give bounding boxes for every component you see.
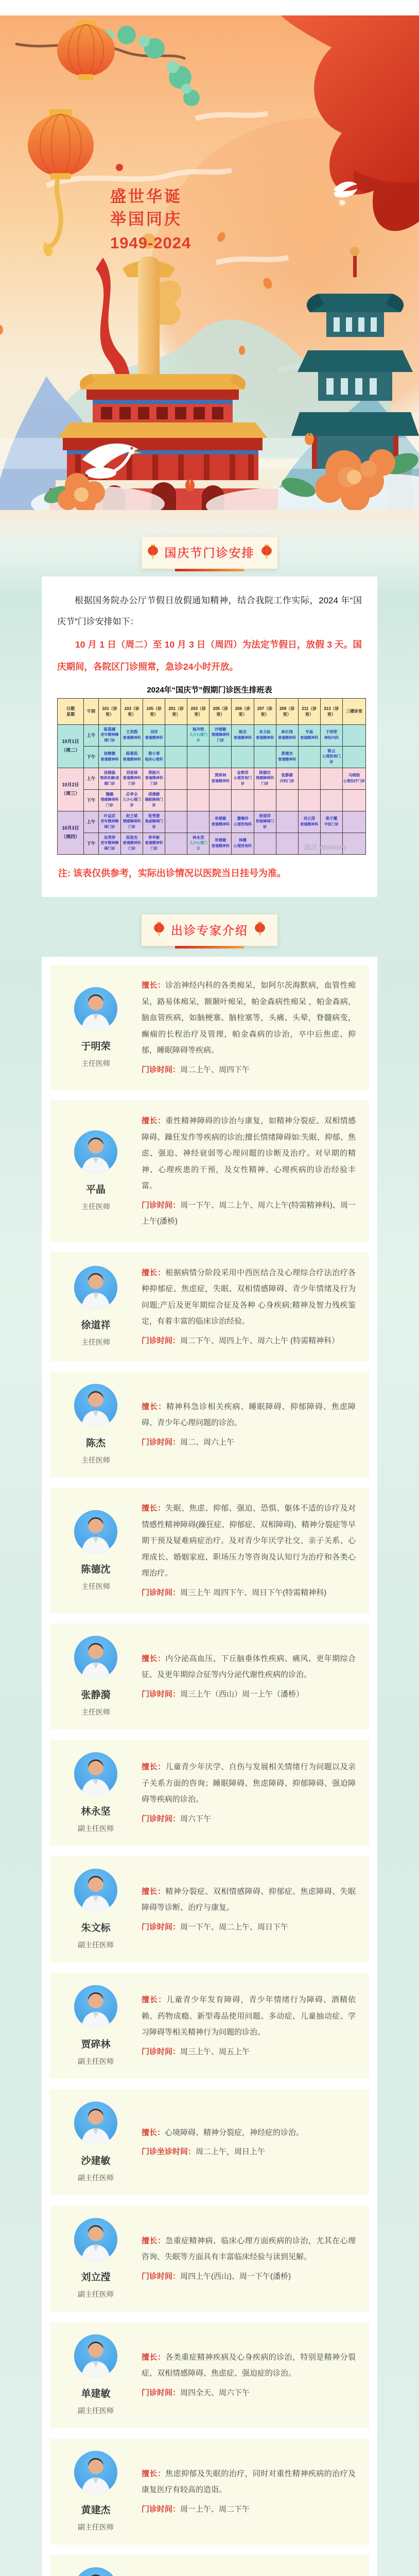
doctor-cell: 贾碎林 普通精神科 [210,768,232,789]
schedule-col-header: 105（诊室） [143,698,165,724]
doctor-cell [187,789,210,811]
doctor-cell: 于明荣 神经内科 [320,724,342,746]
doctor-card [50,2206,369,2312]
schedule-col-header: 211（诊室） [298,698,320,724]
doctor-title: 副主任医师 [78,1941,114,1950]
doctor-cell: 黄振兴 普通精神科门诊 [143,768,165,789]
doctor-cell [187,811,210,833]
doctor-cell [320,789,342,811]
doctor-cell [165,833,187,854]
doctor-cell [343,746,366,768]
doctor-photo [74,1510,117,1553]
schedule-col-header: 201（诊室） [165,698,187,724]
section-title: 国庆节门诊安排 [164,546,255,560]
doctor-cell [165,768,187,789]
session-cell: 下午 [84,789,99,811]
doctor-card [50,1740,369,1846]
doctor-details [142,2466,356,2518]
doctor-name: 徐道祥 [81,1320,111,1331]
avatar [74,1266,117,1309]
doctor-details [142,1500,356,1601]
doctor-clinic-time: 门诊时间：周二下午、周四上午、周六上午 (特需精神科） [142,1336,340,1345]
doctor-cell [165,746,187,768]
doctor-cell [276,811,298,833]
doctor-name: 陈杰 [85,1438,106,1449]
windows-watermark: 激活 Windows [304,843,346,851]
schedule-col-header: 三楼诊室 [343,698,366,724]
doctor-name: 刘立滢 [81,2272,111,2283]
doctor-details [142,2349,356,2401]
schedule-table-body [58,724,366,854]
doctor-photo [74,1384,117,1427]
date-cell: 10月3日 （周四） [58,811,84,854]
doctor-name: 林永坚 [81,1806,111,1818]
doctor-cell [343,789,366,811]
doctor-cell: 陈菊茹 普通精神科 [121,746,143,768]
doctor-details [142,1759,356,1827]
doctor-title: 副主任医师 [78,1824,114,1833]
doctor-card [50,1623,369,1730]
schedule-row [58,724,366,746]
avatar [74,1752,117,1795]
section-title: 出诊专家介绍 [171,923,248,937]
doctor-card [50,2089,369,2195]
doctor-cell: 吴秀珍 老年精神障碍门诊 [99,833,121,854]
doctor-clinic-time: 门诊时间：周一上午、周二下午 [142,2504,250,2514]
doctor-cell: 赵王斌 情感障碍科门诊 [121,811,143,833]
doctor-cell [320,768,342,789]
doctor-cell: 张秀澄 焦虑障碍门诊 [143,811,165,833]
doctor-cell [254,789,276,811]
lantern-icon [153,922,165,937]
doctor-card [50,1371,369,1478]
banner-title-line1: 盛世华诞 [110,188,182,206]
doctor-photo [74,1266,117,1309]
doctor-clinic-time: 门诊时间：周一下午、周二上午、周日下午 [142,1922,289,1931]
doctor-details [142,2125,356,2160]
doctor-list [50,965,369,2576]
doctor-cell [254,833,276,854]
doctor-cell: 潘琳玲 心理咨询科 [232,811,254,833]
doctor-clinic-time: 门诊时间：周二上午、周四下午 [142,1065,250,1074]
doctor-identity [50,2451,142,2532]
doctor-cell: 柴子耀 中医门诊 [320,811,342,833]
experts-card [42,957,377,2576]
avatar [74,2334,117,2378]
section-header-experts [142,914,277,946]
doctor-cell: 段春杰 普通精神科门诊 [121,833,143,854]
doctor-identity [50,2334,142,2416]
doctor-title: 主任医师 [81,1456,110,1465]
schedule-table-title: 2024年“国庆节”假期门诊医生排班表 [147,685,272,694]
doctor-cell: 胡漫静 睡眠障碍门诊 [143,789,165,811]
doctor-card [50,965,369,1090]
schedule-col-header: 209（诊室） [276,698,298,724]
doctor-cell: 杨冷凯 儿少心理门诊 [187,724,210,746]
doctor-card [50,2322,369,2428]
session-cell: 下午 [84,833,99,854]
doctor-name: 单建敏 [81,2388,111,2400]
doctor-name: 黄建杰 [81,2505,111,2516]
doctor-cell: 黄小翠 临床心理科 [143,746,165,768]
schedule-col-header: 203（诊室） [187,698,210,724]
doctor-cell [210,746,232,768]
doctor-identity [50,2218,142,2299]
doctor-identity [50,987,142,1069]
doctor-cell: 马晓韵 心理治疗门诊 [343,768,366,789]
doctor-photo [74,2102,117,2145]
schedule-col-header: 206（诊室） [232,698,254,724]
avatar [74,1130,117,1174]
session-cell: 上午 [84,811,99,833]
doctor-cell: 陈云 心理咨询门诊 [320,746,342,768]
doctor-photo [74,1985,117,2028]
doctor-card [50,1973,369,2079]
doctor-title: 主任医师 [81,1338,110,1347]
session-cell: 上午 [84,724,99,746]
doctor-cell: 陈杰 普通精神科 [232,724,254,746]
doctor-details [142,1265,356,1349]
doctor-card [50,1252,369,1362]
doctor-specialty: 擅长：失眠、焦虑、抑郁、强迫、恐惧、躯体不适的诊疗及对情感性精神障碍(躁狂症、抑郁症、双相障碍)、精神分裂症等早期干预及疑难病症治疗。及对青少年厌学社交、亲子关系、心理成长、婚姻家庭、职场压力等咨询及认知行为治疗和各类心理治疗。 [142,1504,356,1578]
doctor-cell: 李华彬 普通精神科门诊 [143,833,165,854]
reference-note: 注: 该表仅供参考，实际出诊情况以医院当日挂号为准。 [58,868,286,878]
doctor-specialty: 擅长：心境障碍、精神分裂症，神经症的诊治。 [142,2128,304,2137]
doctor-cell: 刘立滢 普通精神科 [298,811,320,833]
schedule-row [58,811,366,833]
schedule-row [58,789,366,811]
doctor-cell: 张静漪 内科门诊 [276,768,298,789]
schedule-col-header: 205（诊室） [210,698,232,724]
doctor-cell: 林永坚 儿少心理门诊 [187,833,210,854]
schedule-table [57,698,366,855]
doctor-photo [74,1752,117,1795]
date-cell: 10月2日 （周三） [58,768,84,811]
doctor-cell [187,768,210,789]
lantern-icon [261,545,272,560]
doctor-cell: 汤储磊 物质依赖/戒烟门诊 [99,768,121,789]
doctor-cell: 陈基娜 老年精神障碍门诊 [99,724,121,746]
schedule-col-header: 103（诊室） [121,698,143,724]
doctor-cell: 刘洋 普通精神科 [143,724,165,746]
doctor-identity [50,1636,142,1717]
schedule-card [42,577,377,897]
doctor-cell [165,811,187,833]
doctor-clinic-time: 门诊时间：周六下午 [142,1814,212,1823]
doctor-clinic-time: 门诊时间：周三上午 周四下午、周日下午(特需精神科) [142,1588,327,1597]
schedule-table-head [58,698,366,724]
doctor-title: 主任医师 [81,1059,110,1067]
doctor-cell [210,789,232,811]
doctor-cell [232,789,254,811]
holiday-notice: 10 月 1 日（周二）至 10 月 3 日（周四）为法定节假日，放假 3 天。国庆期间，各院区门诊照常，急诊24小时开放。 [57,639,362,672]
national-day-banner [0,15,419,510]
doctor-clinic-time: 门诊时间：周二、周六上午 [142,1437,235,1447]
doctor-cell [232,746,254,768]
banner-title-block [110,185,191,255]
intro-paragraph: 根据国务院办公厅节假日放假通知精神，结合我院工作实际，2024 年“国庆节”门诊安排如下： [57,595,362,627]
doctor-cell: 单建敏 普通精神科 [210,811,232,833]
section-underline [175,946,244,948]
doctor-cell: 单建敏 普通精神科 [210,833,232,854]
avatar [74,2102,117,2145]
banner-illustration [0,15,419,510]
doctor-cell [343,724,366,746]
doctor-cell: 沙建敏 情感障碍科门诊 [210,724,232,746]
doctor-specialty: 擅长：儿童青少年发育障碍，青少年情绪行为障碍、酒精依赖、药物成瘾、新型毒品使用问题、多动症、儿童抽动症、学习障碍等相关精神行为问题的诊治。 [142,1995,356,2037]
schedule-row [58,746,366,768]
doctor-cell [187,746,210,768]
lantern-icon [147,545,159,560]
doctor-name: 于明荣 [81,1041,111,1052]
doctor-clinic-time: 门诊时间：周三上午、周五上午 [142,2047,250,2056]
doctor-identity [50,1985,142,2066]
doctor-identity [50,1384,142,1465]
doctor-photo [74,2567,117,2576]
doctor-identity [50,1130,142,1212]
doctor-specialty: 擅长：根据病情分阶段采用中西医结合及心理综合疗法治疗各种抑郁症、焦虑症，失眠、双相情感障碍、青少年情绪及行为问题;产后及更年期综合征及各种 心身疾病;精神及智力残疾鉴定，有着丰富的临床诊治经验。 [142,1268,356,1326]
banner-title-line2: 举国同庆 [110,210,182,228]
doctor-identity [50,1752,142,1834]
doctor-photo [74,1636,117,1679]
doctor-cell: 林长闯 普通精神科 [276,724,298,746]
doctor-specialty: 擅长：焦虑抑郁及失眠的治疗，同时对重性精神疾病的治疗及康复医疗有较高的造诣。 [142,2469,356,2495]
session-cell: 下午 [84,746,99,768]
doctor-cell: 徐顺微 普通精神科 [99,746,121,768]
doctor-cell: 黄建杰 普通精神科 [276,746,298,768]
doctor-details [142,2233,356,2285]
doctor-cell: 徐道祥 抑郁障碍门诊 [254,811,276,833]
doctor-cell: 刘星球 普通精神科门诊 [121,768,143,789]
session-cell: 上午 [84,768,99,789]
doctor-card [50,1488,369,1613]
doctor-card [50,1856,369,1962]
doctor-title: 副主任医师 [78,2174,114,2182]
doctor-cell [343,811,366,833]
doctor-cell [298,768,320,789]
doctor-photo [74,2334,117,2378]
top-white-strip [0,0,419,15]
doctor-photo [74,1130,117,1174]
doctor-name: 平晶 [85,1184,106,1196]
doctor-specialty: 擅长：精神分裂症、双相情感障碍、抑郁症、焦虑障碍、失眠障碍等诊断、治疗与康复。 [142,1887,356,1912]
doctor-cell [276,789,298,811]
avatar [74,2218,117,2261]
doctor-photo [74,2218,117,2261]
schedule-col-header: 日期 星期 [58,698,84,724]
doctor-title: 主任医师 [81,1202,110,1211]
doctor-name: 陈德沈 [81,1564,111,1575]
doctor-card [50,2555,369,2576]
doctor-details [142,1992,356,2060]
doctor-cell [298,789,320,811]
doctor-name: 贾碎林 [81,2039,111,2050]
doctor-cell [298,746,320,768]
doctor-title: 主任医师 [81,1708,110,1717]
doctor-cell: 林薇 心理咨询科 [232,833,254,854]
doctor-cell: 魏薇 情感障碍科门诊 [99,789,121,811]
doctor-name: 沙建敏 [81,2156,111,2167]
doctor-identity [50,1869,142,1950]
doctor-identity [50,2567,142,2576]
avatar [74,1985,117,2028]
doctor-details [142,1113,356,1230]
doctor-identity [50,1510,142,1591]
avatar [74,2567,117,2576]
doctor-clinic-time: 门诊时间：周一下午、周二上午、周六上午(特需精神科)、周一上午(潘桥) [142,1200,356,1226]
schedule-row [58,768,366,789]
avatar [74,2451,117,2494]
doctor-specialty: 擅长：重性精神障碍的诊治与康复，如精神分裂症、双相情感障碍、躁狂发作等疾病的诊治;擅长情绪障碍如:失眠、抑郁、焦虑、强迫、神经衰弱等心理问题的诊断及治疗。对早期的精神、心理疾患的干预，及女性精神、心理疾病的诊治经验丰富。 [142,1116,356,1191]
avatar [74,1636,117,1679]
lantern-icon [254,922,266,937]
doctor-specialty: 擅长：各类重症精神疾病及心身疾病的诊治，特别是精神分裂症、双相情感障碍、焦虑症、强迫症的诊治。 [142,2352,356,2378]
date-cell: 10月1日 （周二） [58,724,84,768]
section-header-schedule [142,537,277,569]
article-content [0,510,419,2576]
banner-years: 1949-2024 [110,234,191,252]
schedule-table-wrap [57,684,365,855]
doctor-cell: 叶益武 老年精神障碍门诊 [99,811,121,833]
doctor-specialty: 擅长：内分泌高血压、下丘脑垂体性疾病、痛风、更年期综合征、及更年期综合征等内分泌代谢性疾病的诊治。 [142,1654,356,1680]
doctor-title: 副主任医师 [78,2057,114,2066]
doctor-clinic-time: 门诊坐诊时间：周二上午，周日上午 [142,2147,266,2157]
doctor-identity [50,2102,142,2183]
doctor-cell: 朱文标 普通精神科 [254,724,276,746]
doctor-specialty: 擅长：诊治神经内科的各类痴呆，如阿尔茨海默病，血管性痴呆，路易体痴呆，额颞叶痴呆，帕金森病性痴呆 ，帕金森病，脑血管疾病，如脑梗塞、脑栓塞等，头痛、头晕，脊髓病变，癫痫的长程治疗及管理，帕金森病的诊治，卒中后焦虑、抑郁，睡眠障碍等疾病。 [142,981,356,1055]
doctor-title: 副主任医师 [78,2290,114,2299]
doctor-title: 副主任医师 [78,2523,114,2532]
doctor-title: 副主任医师 [78,2406,114,2415]
doctor-identity [50,1266,142,1347]
doctor-clinic-time: 门诊时间：周四全天、周六下午 [142,2388,250,2397]
doctor-photo [74,2451,117,2494]
doctor-specialty: 擅长：精神科急诊相关疾病、睡眠障碍、抑郁障碍、焦虑障碍、青少年心理问题的诊治。 [142,1402,356,1428]
schedule-col-header: 213（诊室） [320,698,342,724]
schedule-col-header: 午别 [84,698,99,724]
doctor-specialty: 擅长：儿童青少年厌学、自伤与发展相关情绪行为问题以及亲子关系方面的咨询；睡眠障碍、焦虑障碍、抑郁障碍、强迫障碍等疾病的诊治。 [142,1762,356,1804]
doctor-cell: 平晶 普通精神科 [298,724,320,746]
doctor-cell [254,746,276,768]
avatar [74,987,117,1030]
doctor-cell: 陈德沈 情感障碍科门诊 [254,768,276,789]
doctor-photo [74,1869,117,1912]
doctor-cell [276,833,298,854]
schedule-col-header: 101（诊室） [99,698,121,724]
doctor-specialty: 擅长：急重症精神病、临床心理方面疾病的诊治，尤其在心理咨询、失眠等方面具有丰富临床经验与读到见解。 [142,2236,356,2262]
doctor-cell: 应孝全 儿少心理门诊 [121,789,143,811]
doctor-cell [165,789,187,811]
red-dot [116,164,123,171]
avatar [74,1510,117,1553]
doctor-card [50,2438,369,2545]
doctor-cell: 王英戬 普通精神科 [121,724,143,746]
avatar [74,1869,117,1912]
doctor-details [142,1651,356,1703]
doctor-details [142,1884,356,1936]
doctor-details [142,977,356,1078]
doctor-cell [165,724,187,746]
avatar [74,1384,117,1427]
doctor-clinic-time: 门诊时间：周四上午(西山)、周一下午(潘桥) [142,2272,291,2281]
doctor-card [50,1100,369,1242]
schedule-col-header: 207（诊室） [254,698,276,724]
doctor-cell: 金碧君 心理咨询门诊 [232,768,254,789]
section-underline [175,569,244,571]
doctor-details [142,1399,356,1451]
doctor-photo [74,987,117,1030]
doctor-name: 朱文标 [81,1923,111,1934]
doctor-clinic-time: 门诊时间：周三上午（西山）周一上午（潘桥） [142,1689,304,1699]
doctor-name: 张静漪 [81,1690,111,1701]
doctor-title: 主任医师 [81,1582,110,1590]
